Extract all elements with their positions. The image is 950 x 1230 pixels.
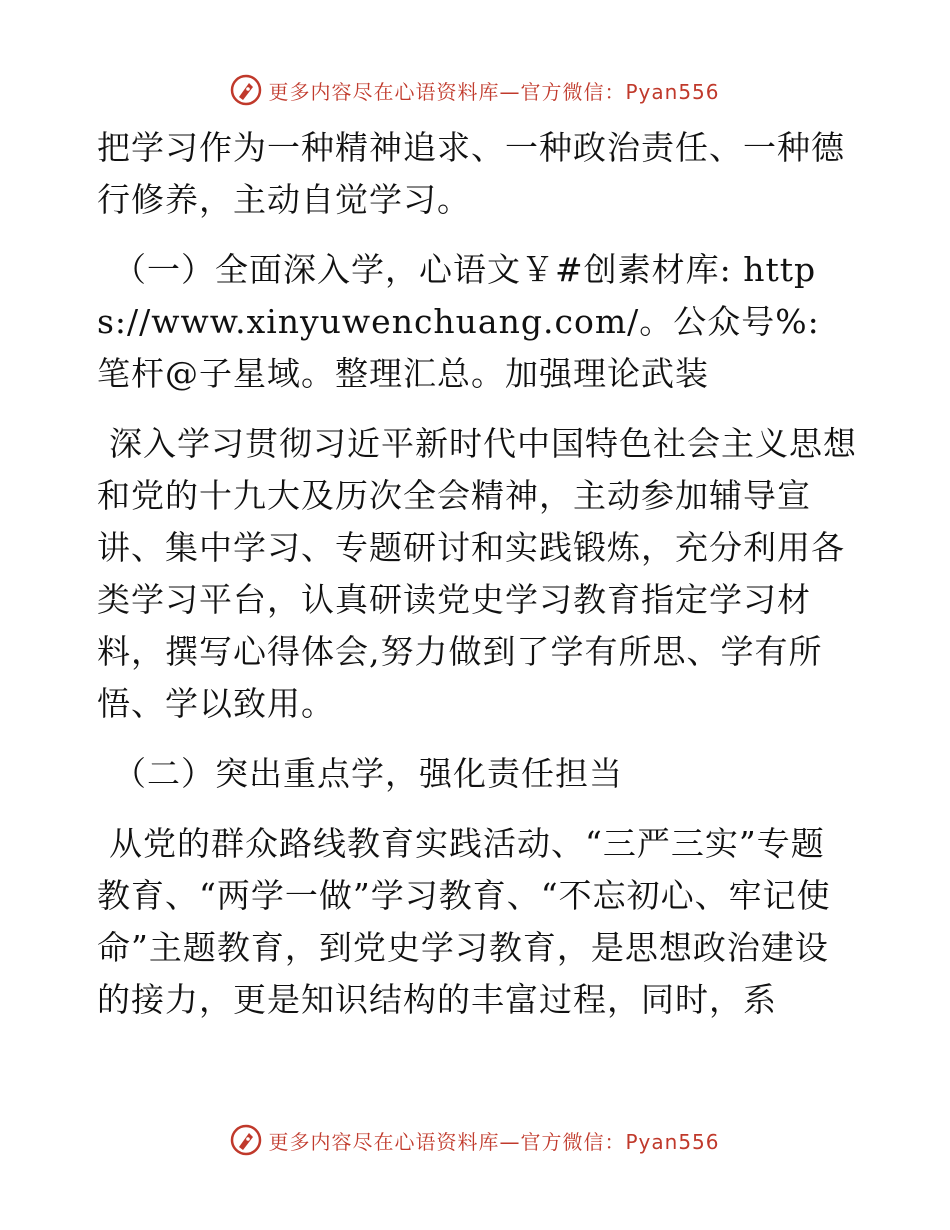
footer-watermark-text: 更多内容尽在心语资料库—官方微信：Pyan556 <box>268 1129 720 1154</box>
paragraph-2: 深入学习贯彻习近平新时代中国特色社会主义思想和党的十九大及历次全会精神，主动参加辅导宣讲、集中学习、专题研讨和实践锻炼，充分利用各类学习平台，认真研读党史学习教育指定学习材料，撰写心得体会,努力做到了学有所思、学有所悟、学以致用。 <box>97 424 857 723</box>
footer-wechat-id: Pyan556 <box>625 1129 720 1154</box>
pen-nib-logo-icon <box>230 1124 262 1156</box>
header-watermark <box>0 70 950 110</box>
footer-watermark <box>0 1120 950 1160</box>
paragraph-1: 把学习作为一种精神追求、一种政治责任、一种德行修养，主动自觉学习。 <box>97 128 845 219</box>
pen-nib-logo-icon <box>230 74 262 106</box>
section-heading-2: （二）突出重点学，强化责任担当 <box>113 754 623 793</box>
section-heading-1: （一）全面深入学，心语文￥#创素材库: https://www.xinyuwenchuang.com/。公众号%: 笔杆@子星域。整理汇总。加强理论武装 <box>97 250 832 393</box>
paragraph-3: 从党的群众路线教育实践活动、“三严三实”专题教育、“两学一做”学习教育、“不忘初心、牢记使命”主题教育，到党史学习教育，是思想政治建设的接力，更是知识结构的丰富过程，同时，系 <box>97 824 831 1019</box>
document-body <box>97 122 857 1026</box>
header-watermark-text: 更多内容尽在心语资料库—官方微信：Pyan556 <box>268 79 720 104</box>
header-wechat-id: Pyan556 <box>625 79 720 104</box>
